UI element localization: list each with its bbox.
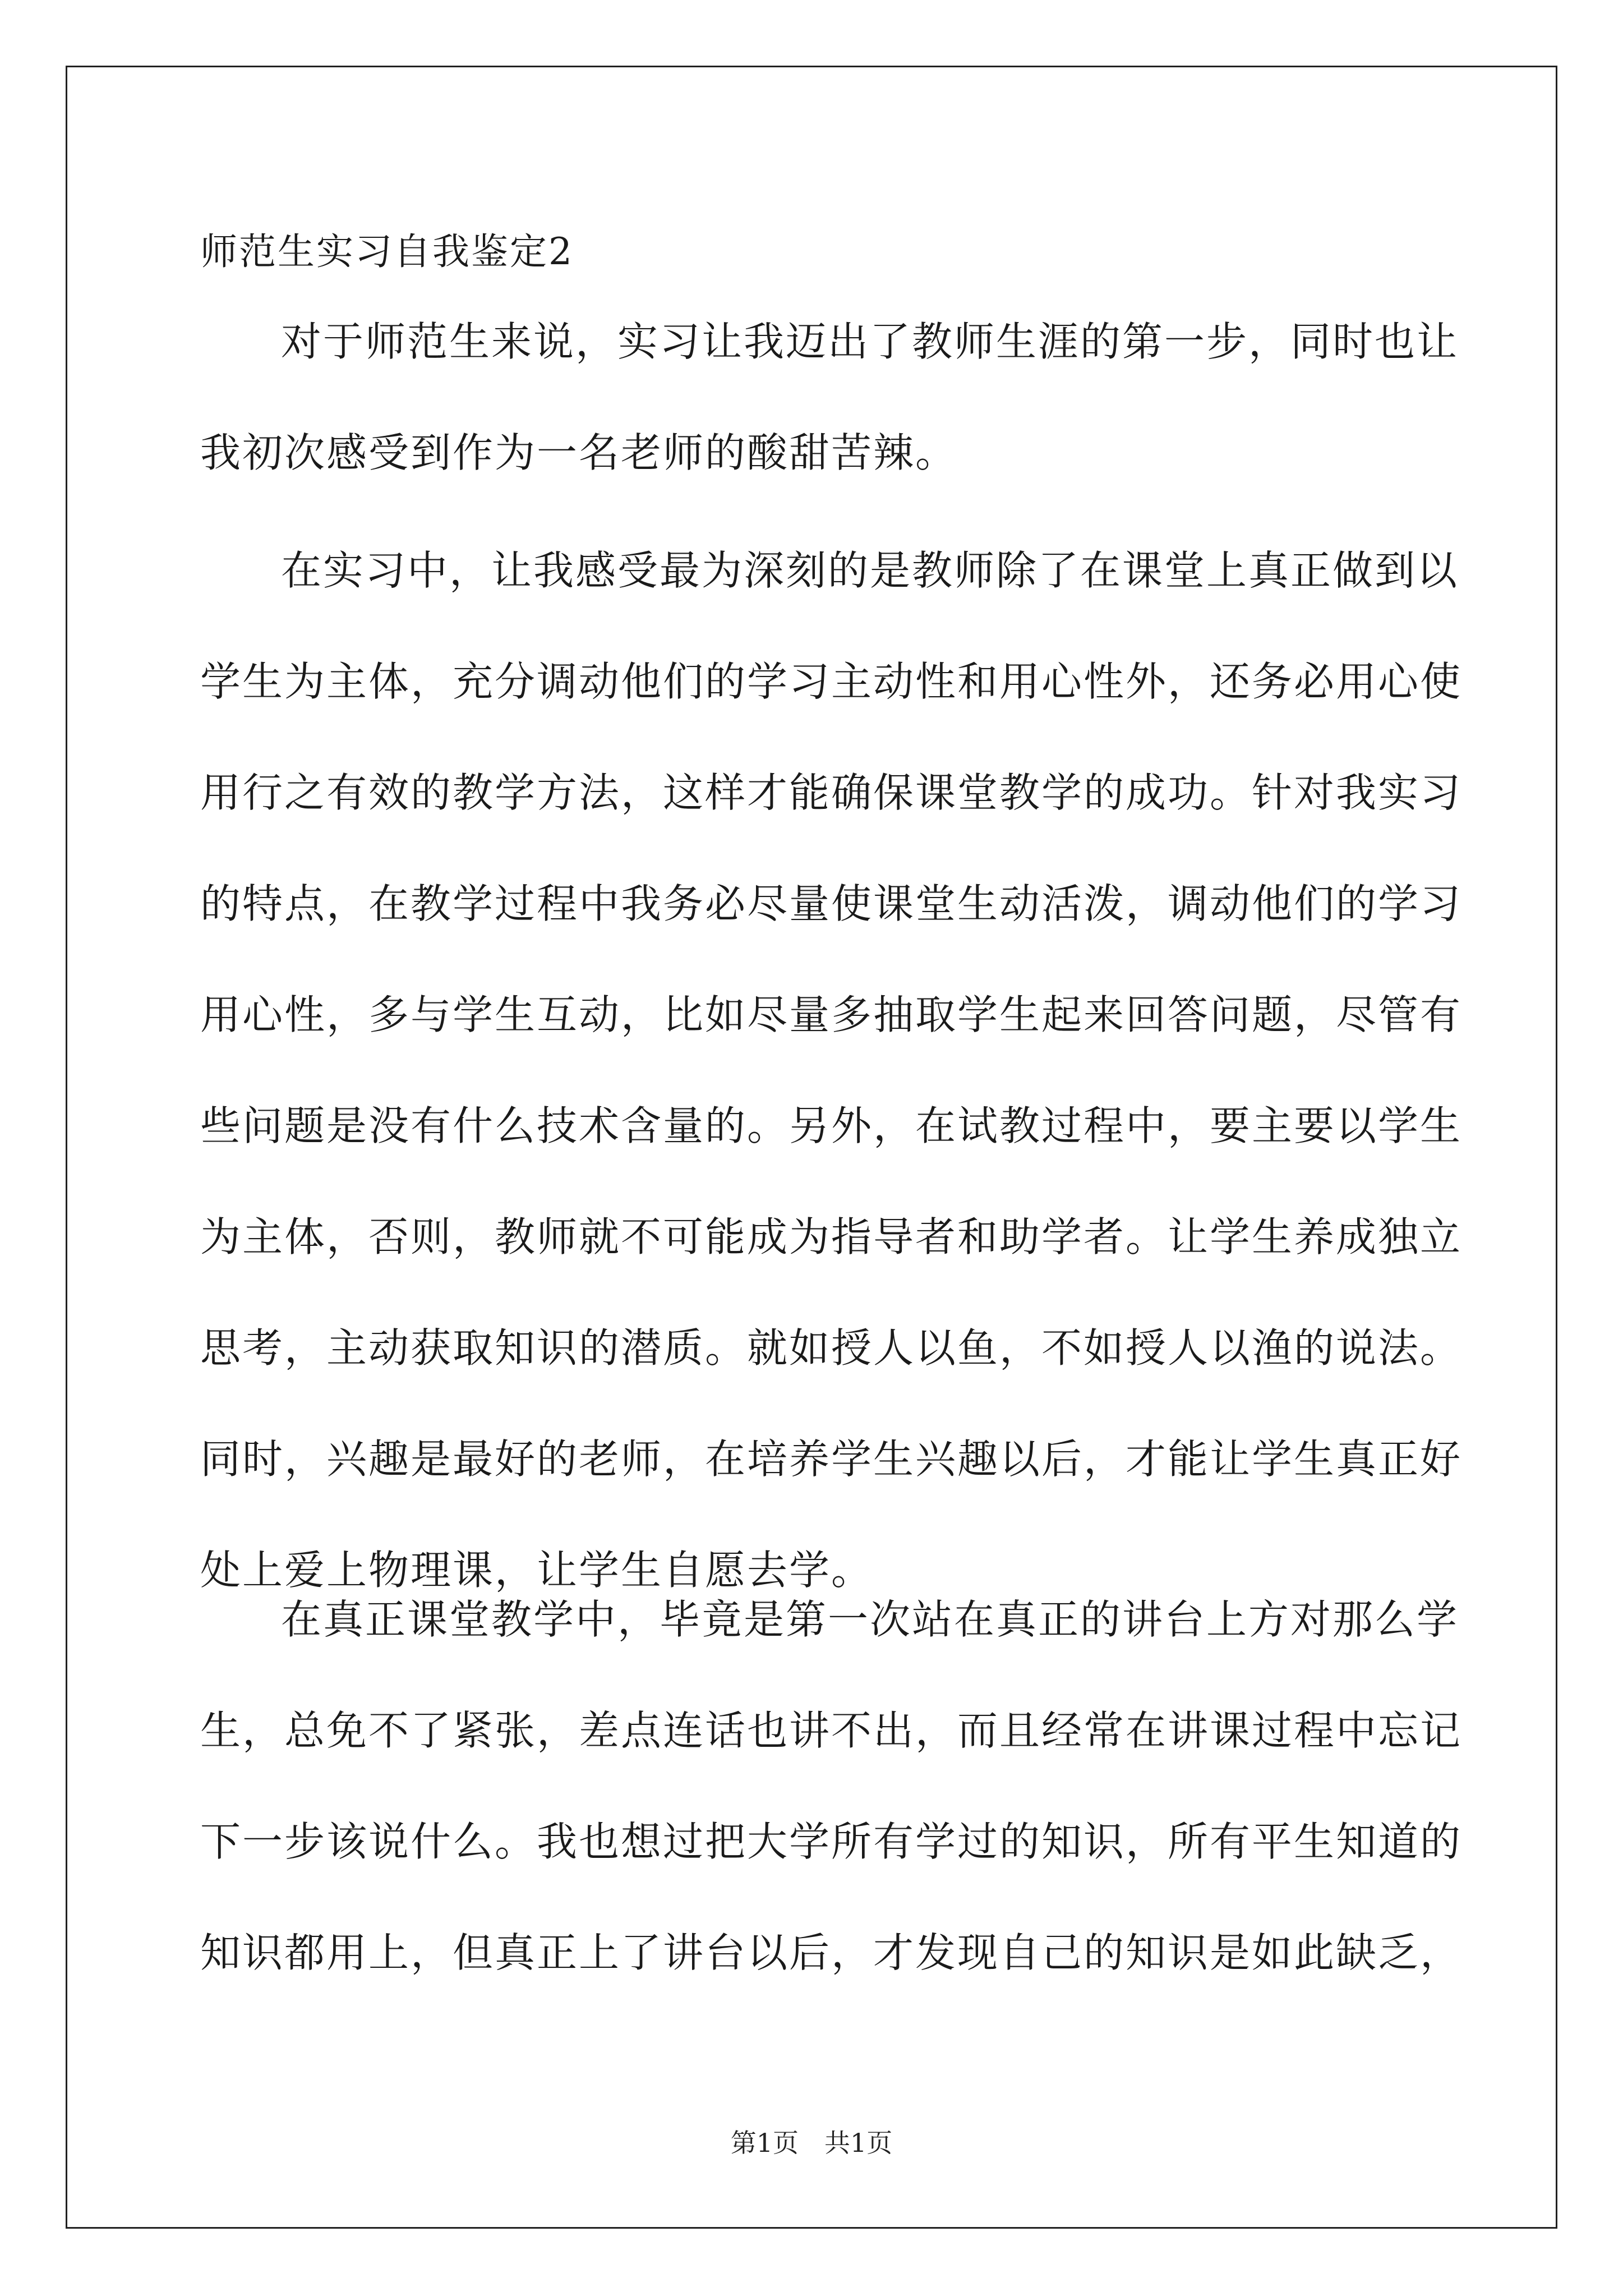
paragraph-line: 处上爱上物理课，让学生自愿去学。 (200, 1547, 874, 1594)
paragraph-line: 些问题是没有什么技术含量的。另外，在试教过程中，要主要以学生 (200, 1102, 1463, 1149)
paragraph-line: 的特点，在教学过程中我务必尽量使课堂生动活泼，调动他们的学习 (200, 880, 1463, 927)
paragraph-line: 用心性，多与学生互动，比如尽量多抽取学生起来回答问题，尽管有 (200, 991, 1463, 1038)
paragraph-line: 下一步该说什么。我也想过把大学所有学过的知识，所有平生知道的 (200, 1818, 1463, 1865)
paragraph-line: 用行之有效的教学方法，这样才能确保课堂教学的成功。针对我实习 (200, 769, 1463, 816)
paragraph-line: 学生为主体，充分调动他们的学习主动性和用心性外，还务必用心使 (200, 658, 1463, 705)
page-number: 第1页 (730, 2128, 799, 2158)
paragraph-3 (200, 1564, 1463, 2008)
page-total: 共1页 (824, 2128, 893, 2158)
paragraph-line: 我初次感受到作为一名老师的酸甜苦辣。 (200, 429, 958, 476)
page-footer (0, 2126, 1623, 2160)
document-title: 师范生实习自我鉴定2 (200, 230, 574, 273)
paragraph-line: 对于师范生来说，实习让我迈出了教师生涯的第一步，同时也让 (281, 318, 1459, 365)
paragraph-1 (200, 286, 1459, 508)
paragraph-line: 思考，主动获取知识的潜质。就如授人以鱼，不如授人以渔的说法。 (200, 1324, 1463, 1372)
paragraph-line: 同时，兴趣是最好的老师，在培养学生兴趣以后，才能让学生真正好 (200, 1435, 1463, 1483)
paragraph-line: 知识都用上，但真正上了讲台以后，才发现自己的知识是如此缺乏， (200, 1929, 1463, 1976)
paragraph-line: 为主体，否则，教师就不可能成为指导者和助学者。让学生养成独立 (200, 1213, 1463, 1260)
paragraph-line: 生，总免不了紧张，差点连话也讲不出，而且经常在讲课过程中忘记 (200, 1707, 1463, 1754)
paragraph-2 (200, 515, 1463, 1626)
paragraph-line: 在实习中，让我感受最为深刻的是教师除了在课堂上真正做到以 (281, 547, 1459, 594)
paragraph-line: 在真正课堂教学中，毕竟是第一次站在真正的讲台上方对那么学 (281, 1596, 1459, 1643)
